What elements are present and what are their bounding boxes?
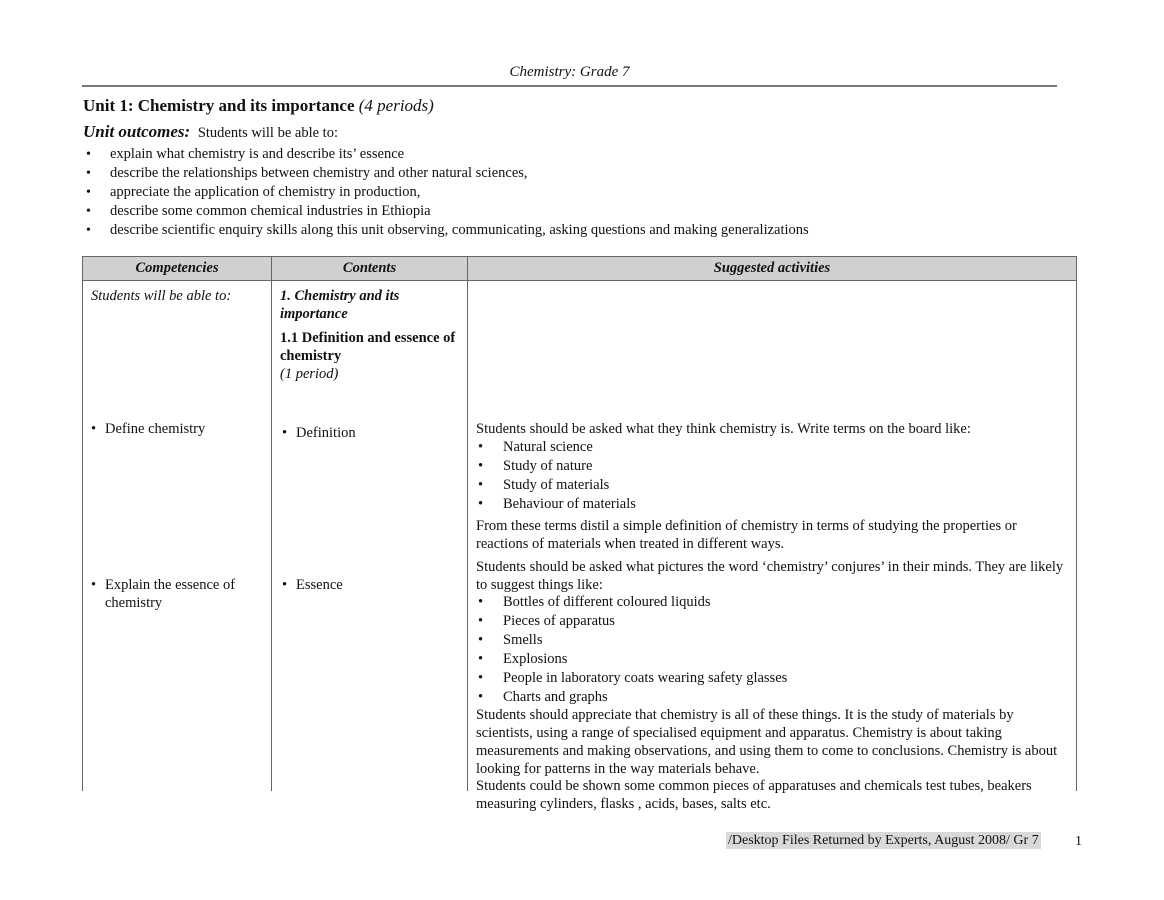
syllabus-table [82,256,1077,812]
page-number: 1 [1075,834,1082,849]
unit-outcomes-label: Unit outcomes: [83,122,191,141]
competencies-cell [83,281,272,792]
column-header-competencies: Competencies [83,257,272,281]
list-item: • Pieces of apparatus [476,612,787,631]
competencies-intro: Students will be able to: [91,288,232,304]
column-header-activities: Suggested activities [468,257,1077,281]
outcome-item: • appreciate the application of chemistry in production, [83,183,809,202]
header-rule [82,85,1057,87]
unit-title [83,96,434,116]
activity-definition-conclusion: From these terms distil a simple definition of chemistry in terms of studying the properties or reactions of materials when treated in different ways. [476,518,1017,552]
definition-terms-list [476,438,636,514]
outcome-item: • explain what chemistry is and describe its’ essence [83,145,809,164]
unit-outcomes-list [83,145,809,240]
list-item: • Behaviour of materials [476,495,636,514]
list-item: • Bottles of different coloured liquids [476,593,787,612]
outcome-item: • describe some common chemical industries in Ethiopia [83,202,809,221]
unit-outcomes-heading [83,122,338,142]
section-title: 1. Chemistry and its importance [280,288,400,322]
outcome-item: • describe the relationships between chemistry and other natural sciences, [83,164,809,183]
list-item: • Natural science [476,438,636,457]
activities-cell [468,281,1077,812]
table-row [83,281,1077,792]
list-item: • Explosions [476,650,787,669]
column-header-contents: Contents [272,257,468,281]
content-item: • Essence [274,576,469,594]
essence-terms-list [476,593,787,707]
subsection-periods: (1 period) [280,366,339,382]
contents-cell [272,281,468,792]
activity-essence-intro: Students should be asked what pictures the word ‘chemistry’ conjures’ in their minds. They are likely to suggest things like: [476,559,1064,593]
list-item: • Smells [476,631,787,650]
footer-text: /Desktop Files Returned by Experts, August 2008/ Gr 7 [728,833,1039,848]
unit-periods: (4 periods) [358,96,434,115]
table-header-row [83,257,1077,281]
list-item: • People in laboratory coats wearing safety glasses [476,669,787,688]
competency-item: • Explain the essence of chemistry [83,576,265,612]
activity-essence-paragraph: Students could be shown some common pieces of apparatuses and chemicals test tubes, beakers measuring cylinders, flasks , acids, bases, salts etc. [476,778,1032,812]
activity-essence-paragraph: Students should appreciate that chemistry is all of these things. It is the study of materials by scientists, using a range of specialised equipment and apparatus. Chemistry is about taking measurements and making observations, and using them to come to conclusions. Chemistry is about looking for patterns in the way materials behave. [476,707,1058,777]
list-item: • Charts and graphs [476,688,787,707]
list-item: • Study of materials [476,476,636,495]
competency-item: • Define chemistry [83,420,280,438]
list-item: • Study of nature [476,457,636,476]
running-header: Chemistry: Grade 7 [509,64,630,80]
unit-outcomes-intro: Students will be able to: [197,125,338,141]
outcome-item: • describe scientific enquiry skills along this unit observing, communicating, asking questions and making generalizations [83,221,809,240]
activity-definition-intro: Students should be asked what they think chemistry is. Write terms on the board like: [476,421,971,437]
unit-title-text: Unit 1: Chemistry and its importance [83,96,355,115]
subsection-title: 1.1 Definition and essence of chemistry [280,330,456,364]
content-item: • Definition [274,424,469,442]
